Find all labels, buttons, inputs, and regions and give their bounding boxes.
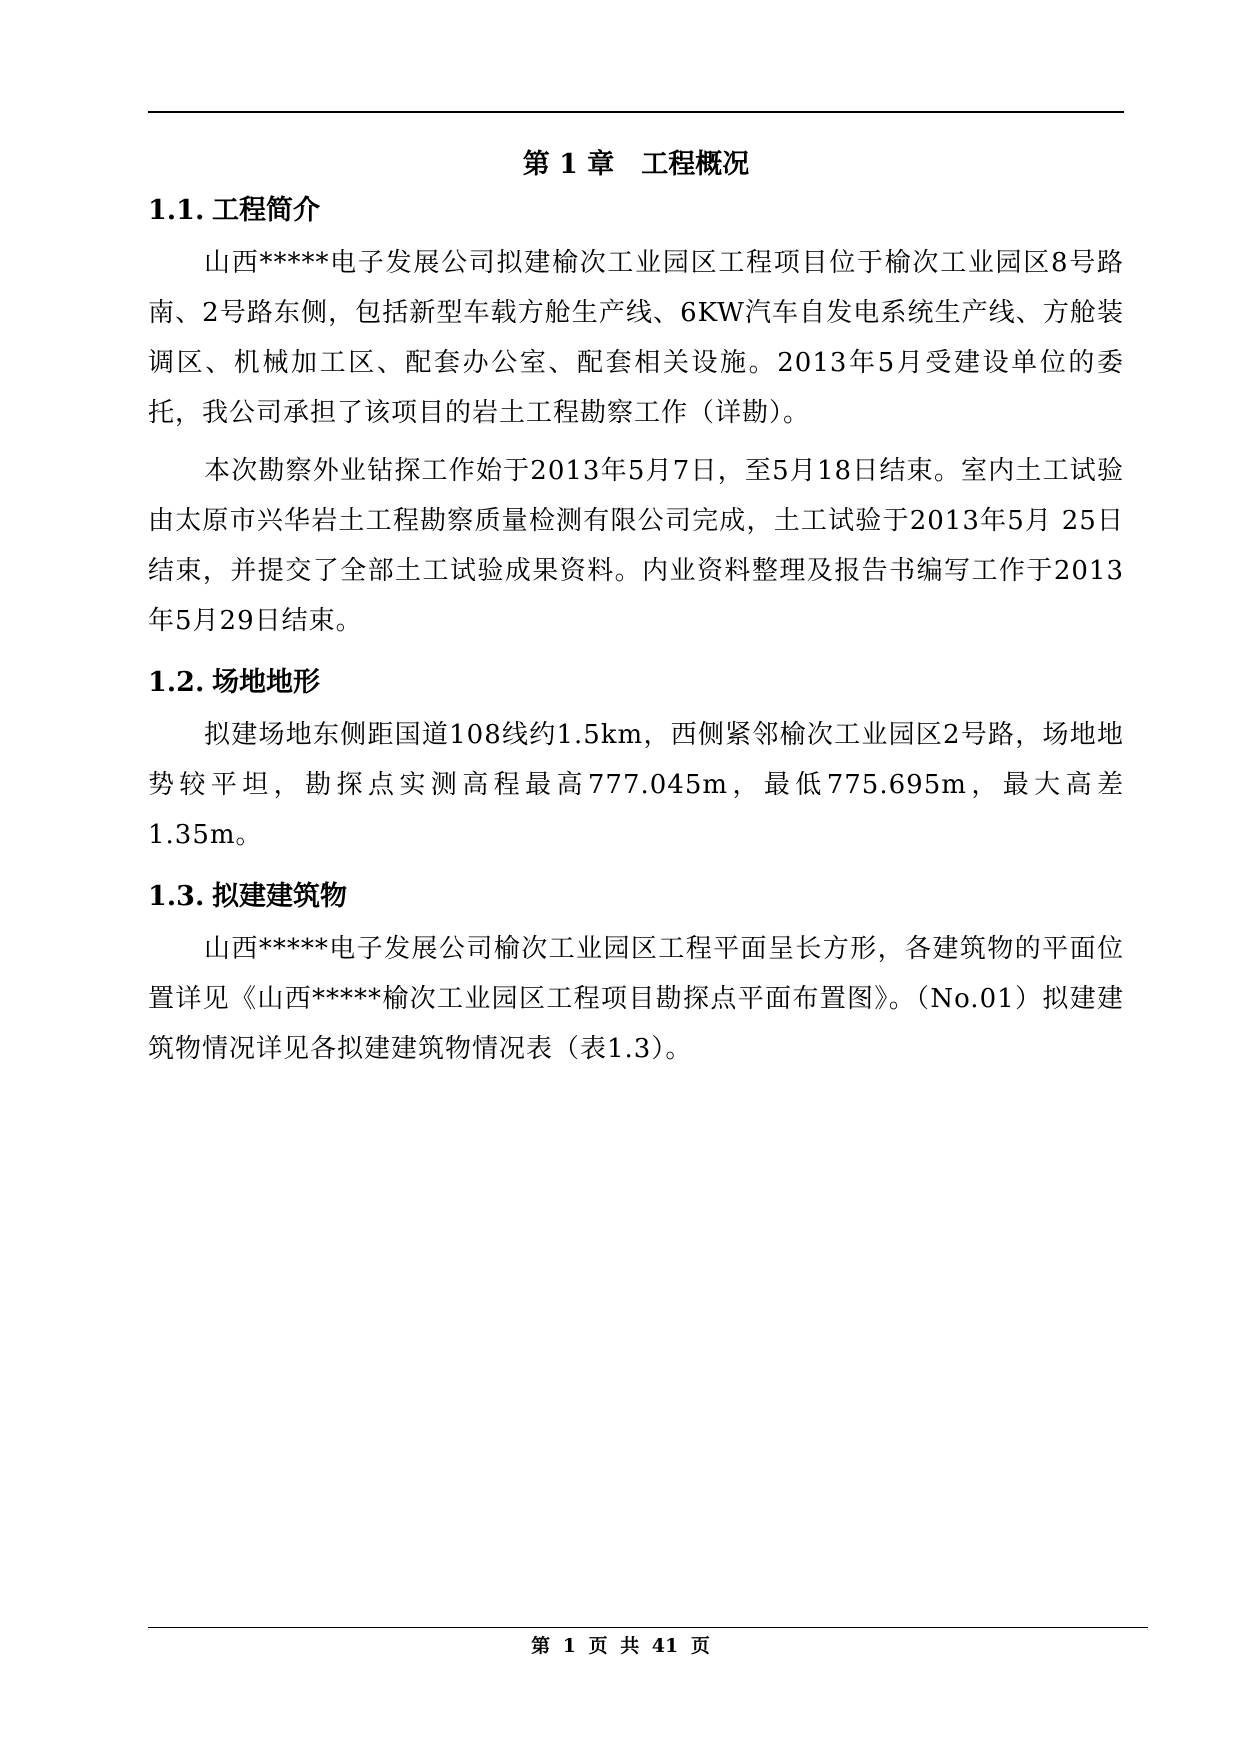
document-body <box>148 146 1124 1082</box>
paragraph: 本次勘察外业钻探工作始于2013年5月7日，至5月18日结束。室内土工试验由太原市兴华岩土工程勘察质量检测有限公司完成，土工试验于2013年5月 25日结束，并提交了全部土工试验成果资料。内业资料整理及报告书编写工作于2013年5月29日结束。 <box>148 456 1124 636</box>
section-heading <box>148 664 1124 702</box>
section-number: 1.1. <box>148 195 205 226</box>
section-heading <box>148 192 1124 230</box>
section-project-overview <box>148 192 1124 646</box>
spacer <box>148 868 1124 878</box>
section-proposed-buildings <box>148 878 1124 1074</box>
paragraph: 拟建场地东侧距国道108线约1.5km，西侧紧邻榆次工业园区2号路，场地地势较平坦，勘探点实测高程最高777.045m，最低775.695m，最大高差1.35m。 <box>148 720 1124 850</box>
spacer <box>148 654 1124 664</box>
section-heading <box>148 878 1124 916</box>
section-title: 场地地形 <box>212 667 320 698</box>
footer-rule <box>148 1627 1148 1628</box>
chapter-title: 第 1 章 工程概况 <box>522 149 750 180</box>
section-title: 工程简介 <box>212 195 320 226</box>
paragraph: 山西*****电子发展公司榆次工业园区工程平面呈长方形，各建筑物的平面位置详见《山西*****榆次工业园区工程项目勘探点平面布置图》。（No.01）拟建建筑物情况详见各拟建建筑物情况表（表1.3）。 <box>148 934 1124 1064</box>
section-title: 拟建建筑物 <box>212 881 347 912</box>
section-number: 1.3. <box>148 881 205 912</box>
section-number: 1.2. <box>148 667 205 698</box>
section-site-terrain <box>148 664 1124 860</box>
header-rule <box>148 111 1124 113</box>
paragraph: 山西*****电子发展公司拟建榆次工业园区工程项目位于榆次工业园区8号路南、2号路东侧，包括新型车载方舱生产线、6KW汽车自发电系统生产线、方舱装调区、机械加工区、配套办公室、配套相关设施。2013年5月受建设单位的委托，我公司承担了该项目的岩土工程勘察工作（详勘）。 <box>148 248 1124 428</box>
page-number: 第 1 页 共 41 页 <box>531 1635 710 1657</box>
